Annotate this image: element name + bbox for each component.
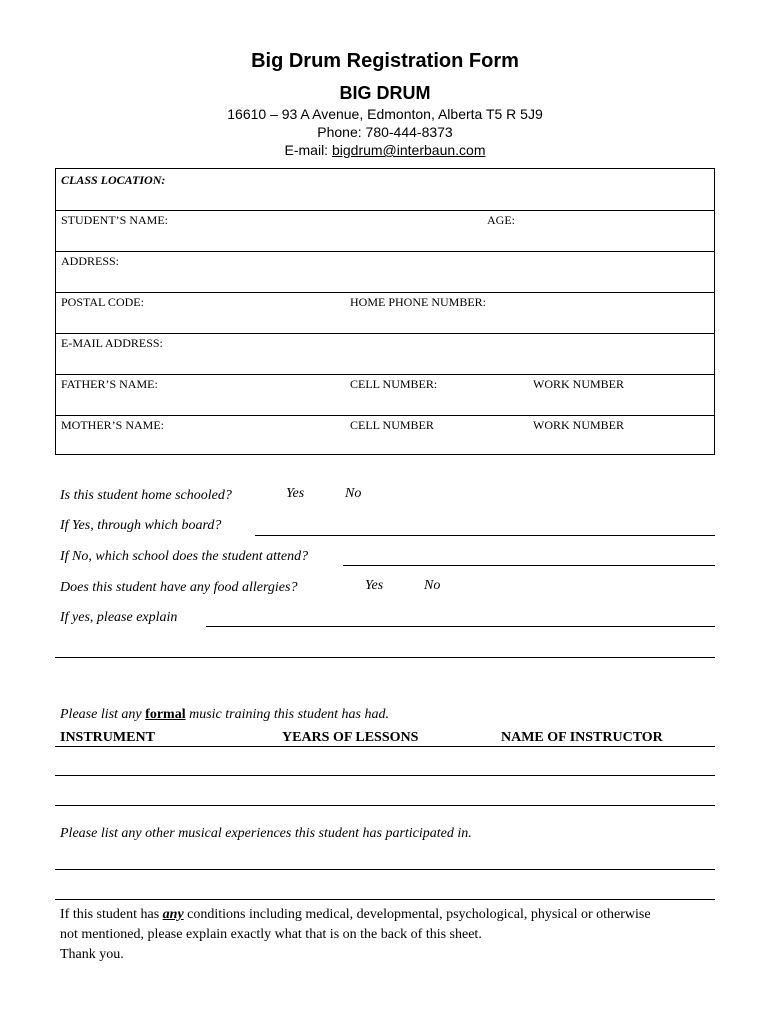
mother-cell-label: CELL NUMBER	[350, 418, 434, 432]
row-divider	[56, 292, 714, 293]
which-school-question: If No, which school does the student attend?	[60, 549, 309, 564]
explain-question: If yes, please explain	[60, 610, 178, 625]
training-table-rule	[55, 746, 715, 747]
allergies-question: Does this student have any food allergies?	[60, 580, 298, 595]
email-prefix: E-mail:	[284, 142, 332, 158]
father-cell-label: CELL NUMBER:	[350, 377, 438, 391]
phone-line: Phone: 780-444-8373	[317, 124, 453, 140]
explain-line[interactable]	[206, 626, 715, 627]
father-work-label: WORK NUMBER	[533, 377, 625, 391]
home-schooled-question: Is this student home schooled?	[60, 488, 232, 503]
note-line-1-before: If this student has	[60, 907, 163, 922]
note-line-3: Thank you.	[60, 947, 124, 962]
which-board-question: If Yes, through which board?	[60, 518, 222, 533]
row-divider	[56, 374, 714, 375]
age-label: AGE:	[487, 213, 515, 227]
email-link[interactable]: bigdrum@interbaun.com	[331, 142, 486, 158]
students-name-label: STUDENT’S NAME:	[61, 213, 168, 227]
mothers-name-label: MOTHER’S NAME:	[61, 418, 165, 432]
training-prompt-emph: formal	[145, 707, 186, 722]
note-line-1-emph: any	[162, 907, 184, 922]
row-divider	[56, 210, 714, 211]
which-board-line[interactable]	[255, 535, 715, 536]
training-prompt-before: Please list any	[60, 707, 146, 722]
postal-code-label: POSTAL CODE:	[61, 295, 144, 309]
student-info-box	[55, 168, 715, 455]
training-prompt-after: music training this student has had.	[185, 707, 389, 722]
explain-line-2[interactable]	[55, 657, 715, 658]
organization-name: BIG DRUM	[339, 83, 431, 103]
note-line-2: not mentioned, please explain exactly what that is on the back of this sheet.	[60, 927, 482, 942]
email-address-label: E-MAIL ADDRESS:	[61, 336, 163, 350]
home-schooled-yes[interactable]: Yes	[286, 486, 305, 501]
conditions-note	[60, 905, 720, 965]
row-divider	[56, 333, 714, 334]
which-school-line[interactable]	[343, 565, 715, 566]
other-experience-line-2[interactable]	[55, 899, 715, 900]
email-line	[0, 142, 770, 158]
other-experience-line[interactable]	[55, 869, 715, 870]
home-phone-label: HOME PHONE NUMBER:	[350, 295, 487, 309]
street-address: 16610 – 93 A Avenue, Edmonton, Alberta T5 R 5J9	[227, 106, 543, 122]
row-divider	[56, 251, 714, 252]
other-experience-prompt: Please list any other musical experiences this student has participated in.	[60, 826, 472, 841]
class-location-label: CLASS LOCATION:	[61, 173, 166, 187]
note-line-1-after: conditions including medical, developmental, psychological, physical or otherwise	[183, 907, 651, 922]
mother-work-label: WORK NUMBER	[533, 418, 625, 432]
form-title: Big Drum Registration Form	[251, 50, 519, 72]
row-divider	[56, 415, 714, 416]
allergies-yes[interactable]: Yes	[365, 578, 384, 593]
home-schooled-no[interactable]: No	[345, 486, 362, 501]
instrument-column-header: INSTRUMENT	[60, 730, 155, 745]
training-row-line[interactable]	[55, 775, 715, 776]
instructor-column-header: NAME OF INSTRUCTOR	[501, 730, 663, 745]
note-line-1	[60, 905, 720, 925]
fathers-name-label: FATHER’S NAME:	[61, 377, 158, 391]
training-prompt	[60, 707, 389, 723]
years-column-header: YEARS OF LESSONS	[282, 730, 419, 745]
address-label: ADDRESS:	[61, 254, 120, 268]
allergies-no[interactable]: No	[424, 578, 441, 593]
training-row-line[interactable]	[55, 805, 715, 806]
